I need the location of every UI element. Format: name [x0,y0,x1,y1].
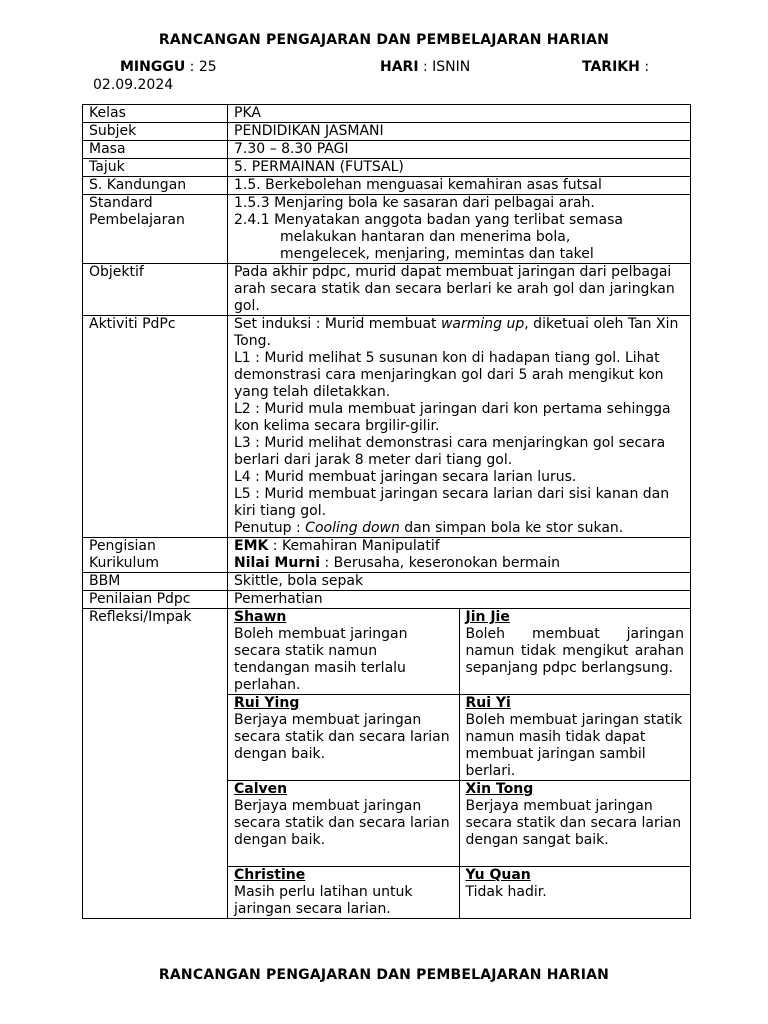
value-bbm: Skittle, bola sepak [228,573,691,591]
label-standard [83,195,228,264]
hari-field [380,59,470,75]
row-pengisian [83,538,691,573]
aktiviti-l4: L4 : Murid membuat jaringan secara larian lurus. [234,469,577,485]
student-note: Tidak hadir. [465,884,547,900]
student-name: Rui Ying [234,695,300,711]
aktiviti-l2: L2 : Murid mula membuat jaringan dari kon pertama sehingga kon kelima secara brgilir-gilir. [234,401,671,434]
label-tajuk: Tajuk [83,159,228,177]
student-name: Calven [234,781,288,797]
label-penilaian: Penilaian Pdpc [83,591,228,609]
standard-item-2-line1: 2.4.1 Menyatakan anggota badan yang terlibat semasa [234,212,624,228]
pengisian-emk [234,538,684,555]
tarikh-value: 02.09.2024 [93,77,174,93]
value-subjek: PENDIDIKAN JASMANI [228,123,691,141]
label-standard-line1: Standard [89,195,153,211]
value-refleksi [228,609,691,919]
student-name: Christine [234,867,306,883]
next-page-title: RANCANGAN PENGAJARAN DAN PEMBELAJARAN HARIAN [158,967,610,983]
standard-item-1: 1.5.3 Menjaring bola ke sasaran dari pelbagai arah. [234,195,595,211]
label-objektif: Objektif [83,264,228,316]
student-note: Boleh membuat jaringan namun tidak mengikut arahan sepanjang pdpc berlangsung. [465,626,684,676]
row-kandungan [83,177,691,195]
aktiviti-l5: L5 : Murid membuat jaringan secara larian dari sisi kanan dan kiri tiang gol. [234,486,670,519]
row-subjek [83,123,691,141]
lesson-plan-table [82,104,691,919]
label-bbm: BBM [83,573,228,591]
tarikh-field [582,59,649,75]
pengisian-nilai [234,555,684,572]
hari-label: HARI [380,59,419,75]
row-penilaian [83,591,691,609]
student-note: Berjaya membuat jaringan secara statik dan secara larian dengan baik. [234,712,450,762]
emk-label: EMK [234,538,269,554]
aktiviti-set-induksi [234,316,684,350]
label-masa: Masa [83,141,228,159]
label-refleksi: Refleksi/Impak [83,609,228,919]
standard-item-2-line3: mengelecek, menjaring, memintas dan takel [280,246,594,262]
student-name: Yu Quan [465,867,531,883]
label-standard-line2: Pembelajaran [89,212,185,228]
label-aktiviti: Aktiviti PdPc [83,316,228,538]
label-subjek: Subjek [83,123,228,141]
penutup-text-end: dan simpan bola ke stor sukan. [399,520,624,536]
label-kelas: Kelas [83,105,228,123]
row-kelas [83,105,691,123]
value-objektif: Pada akhir pdpc, murid dapat membuat jaringan dari pelbagai arah secara statik dan secara berlari ke arah gol dan jaringkan gol. [228,264,691,316]
student-note: Boleh membuat jaringan statik namun masih tidak dapat membuat jaringan sambil berlari. [465,712,683,779]
student-name: Rui Yi [465,695,511,711]
reflection-cell [459,781,691,867]
row-bbm [83,573,691,591]
row-masa [83,141,691,159]
reflection-cell [228,781,460,867]
set-induksi-text-end: , diketuai oleh Tan Xin Tong. [234,316,679,349]
reflection-cell [228,867,460,919]
value-kelas: PKA [228,105,691,123]
label-pengisian [83,538,228,573]
value-pengisian [228,538,691,573]
row-objektif [83,264,691,316]
student-name: Jin Jie [465,609,510,625]
penutup-emphasis: Cooling down [305,520,400,536]
emk-value: : Kemahiran Manipulatif [268,538,440,554]
page-title: RANCANGAN PENGAJARAN DAN PEMBELAJARAN HARIAN [158,32,610,48]
nilai-value: : Berusaha, keseronokan bermain [320,555,561,571]
minggu-label: MINGGU [120,59,186,75]
value-kandungan: 1.5. Berkebolehan menguasai kemahiran asas futsal [228,177,691,195]
aktiviti-l3: L3 : Murid melihat demonstrasi cara menjaringkan gol secara berlari dari jarak 8 meter dari tiang gol. [234,435,666,468]
set-induksi-text: Set induksi : Murid membuat [234,316,441,332]
label-pengisian-line1: Pengisian [89,538,156,554]
reflection-cell [459,609,691,695]
set-induksi-emphasis: warming up [440,316,525,332]
student-note: Berjaya membuat jaringan secara statik dan secara larian dengan baik. [234,798,450,848]
row-standard [83,195,691,264]
student-note: Berjaya membuat jaringan secara statik dan secara larian dengan sangat baik. [465,798,682,848]
minggu-field [120,59,217,75]
reflection-row [228,867,691,919]
standard-item-2-line2: melakukan hantaran dan menerima bola, [280,229,571,245]
row-tajuk [83,159,691,177]
value-aktiviti [228,316,691,538]
label-pengisian-line2: Kurikulum [89,555,159,571]
student-name: Shawn [234,609,287,625]
value-penilaian: Pemerhatian [228,591,691,609]
row-aktiviti [83,316,691,538]
label-kandungan: S. Kandungan [83,177,228,195]
hari-value: : ISNIN [423,59,471,75]
reflection-cell [459,695,691,781]
student-note: Masih perlu latihan untuk jaringan secara larian. [234,884,413,917]
reflection-row [228,695,691,781]
reflection-grid [227,608,691,919]
reflection-row [228,781,691,867]
minggu-value: : 25 [189,59,217,75]
value-standard [228,195,691,264]
student-note: Boleh membuat jaringan secara statik namun tendangan masih terlalu perlahan. [234,626,408,693]
aktiviti-l1: L1 : Murid melihat 5 susunan kon di hadapan tiang gol. Lihat demonstrasi cara menjaringkan gol dari 5 arah mengikut kon yang telah diletakkan. [234,350,664,400]
penutup-text: Penutup : [234,520,306,536]
tarikh-sep: : [644,59,650,75]
aktiviti-penutup [234,520,684,537]
tarikh-label: TARIKH [582,59,640,75]
reflection-cell [228,695,460,781]
nilai-label: Nilai Murni [234,555,321,571]
row-refleksi [83,609,691,919]
reflection-row [228,609,691,695]
reflection-cell [228,609,460,695]
value-masa: 7.30 – 8.30 PAGI [228,141,691,159]
student-name: Xin Tong [465,781,534,797]
reflection-cell [459,867,691,919]
value-tajuk: 5. PERMAINAN (FUTSAL) [228,159,691,177]
